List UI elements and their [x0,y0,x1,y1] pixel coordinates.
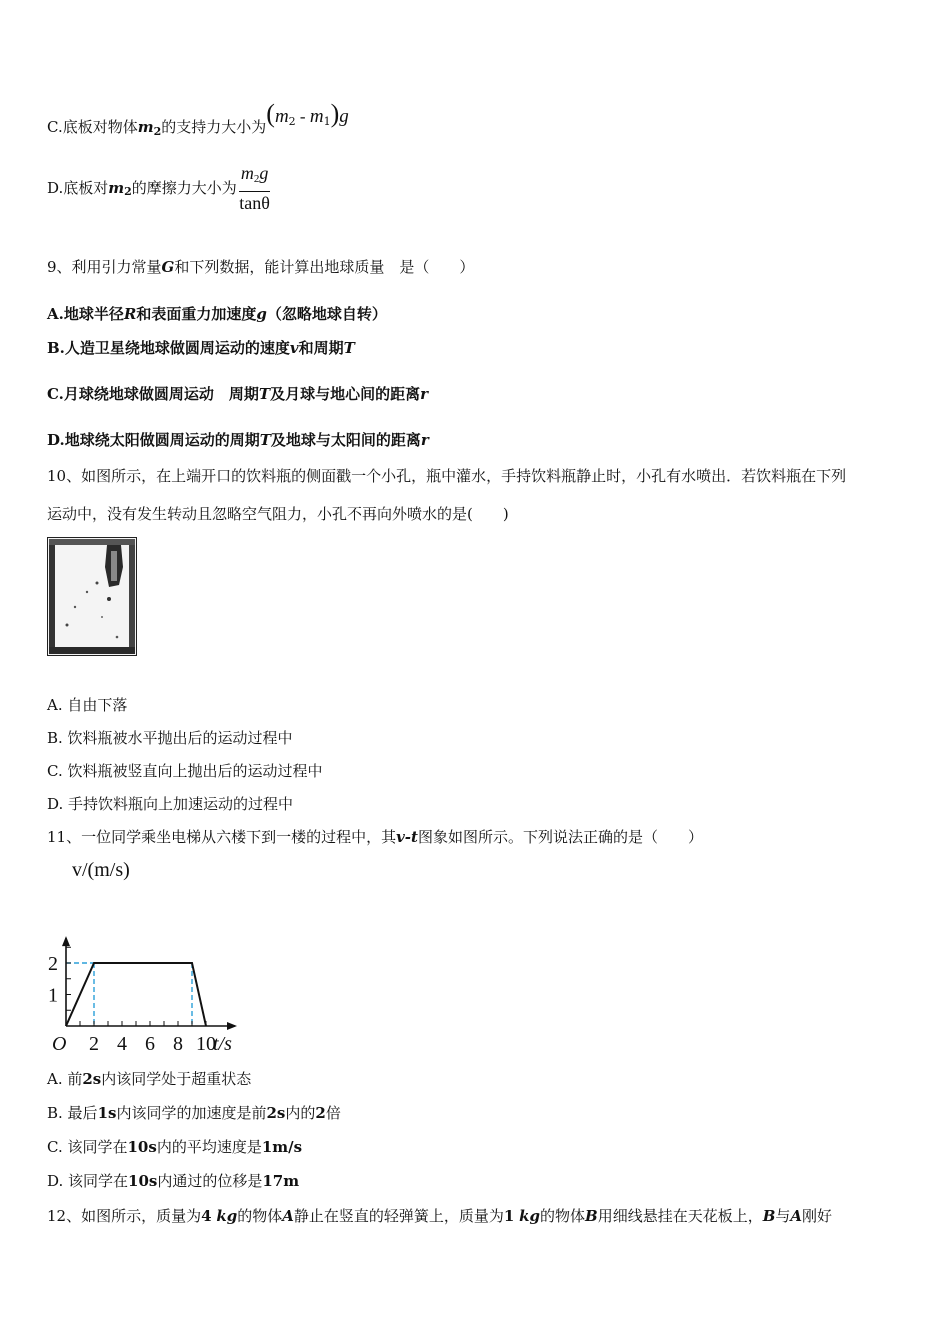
q8-option-d [47,162,270,214]
x-tick-label: 6 [145,1033,155,1055]
formula-paren-close: ) [330,99,340,128]
q9-opt-c-t: T [258,385,271,403]
origin-label: O [52,1033,67,1055]
numerator-m: m [240,163,254,183]
q12-stem-a: 12、如图所示，质量为 [47,1207,202,1225]
q11-stem-vt: v-t [396,828,418,846]
q11-opt-a-a: A. 前 [47,1070,83,1088]
q10-option-d: D. 手持饮料瓶向上加速运动的过程中 [47,795,294,813]
q10-stem-line2: 运动中，没有发生转动且忽略空气阻力，小孔不再向外喷水的是( ) [47,505,509,523]
q9-opt-c-a: C.月球绕地球做圆周运动 周期 [47,385,259,403]
q11-stem-a: 11、一位同学乘坐电梯从六楼下到一楼的过程中，其 [47,828,397,846]
q11-opt-b-g: 倍 [325,1104,341,1122]
x-axis-arrow [227,1022,237,1030]
q9-opt-d-a: D.地球绕太阳做圆周运动的周期 [47,431,260,449]
formula-m2: m [274,106,289,127]
q9-option-d [47,430,429,450]
x-tick-label: 10 [196,1033,216,1055]
bottle-photo [47,537,137,656]
q10-option-c: C. 饮料瓶被竖直向上抛出后的运动过程中 [47,762,323,780]
q12-stem-c: 静止在竖直的轻弹簧上，质量为 [293,1207,504,1225]
q8-option-d-sub: 2 [124,185,132,198]
q9-opt-c-b: 及月球与地心间的距离 [270,385,421,403]
x-tick-label: 8 [173,1033,183,1055]
q11-option-c [47,1137,302,1157]
y-tick-label: 1 [48,984,58,1007]
q9-opt-c-r: r [420,385,428,403]
q12-stem [47,1206,832,1226]
q9-opt-d-t: T [259,431,271,449]
numerator-g: g [259,163,269,183]
q11-option-b [47,1103,341,1123]
q11-opt-c-d: 1m/s [261,1138,303,1156]
q9-opt-a-r: R [123,305,137,323]
q9-stem-a: 9、利用引力常量 [47,258,162,276]
q11-opt-d-d: 17m [262,1172,300,1190]
q11-opt-d-b: 10s [128,1172,158,1190]
y-tick-label: 2 [48,953,58,975]
q8-option-d-var: m [108,179,125,197]
q12-stem-b: 的物体 [237,1207,283,1225]
formula-m1: m [309,106,324,127]
q12-stem-B: B [585,1207,598,1225]
q9-opt-a-b: 和表面重力加速度 [136,305,257,323]
q10-option-b: B. 饮料瓶被水平抛出后的运动过程中 [47,729,293,747]
y-axis-label: v/(m/s) [72,859,130,881]
fraction-numerator [239,162,271,192]
q9-opt-b-b: 和周期 [298,339,344,357]
q9-opt-a-g: g [256,305,267,323]
q11-opt-b-d: 2s [266,1104,286,1122]
q11-opt-b-b: 1s [97,1104,117,1122]
q9-stem-b: 和下列数据，能计算出地球质量 是（ ） [174,258,475,276]
q12-stem-kg1: kg [216,1207,238,1225]
q11-opt-c-b: 10s [127,1138,157,1156]
q11-option-d [47,1171,299,1191]
q12-stem-g: 刚好 [802,1207,833,1225]
q9-opt-a-a: A.地球半径 [47,305,124,323]
q11-opt-c-c: 内的平均速度是 [156,1138,262,1156]
q9-opt-b-t: T [343,339,355,357]
q12-stem-f: 与 [775,1207,791,1225]
q11-opt-d-c: 内通过的位移是 [157,1172,263,1190]
q8-option-d-text: D.底板对 [47,179,109,197]
q9-option-a [47,304,387,324]
q11-opt-b-e: 内的 [285,1104,316,1122]
q9-stem-g: G [161,258,175,276]
y-axis-arrow [62,936,70,946]
formula-g: g [339,106,349,127]
formula-minus: - [295,107,310,126]
x-tick-label: 2 [89,1033,99,1055]
q12-stem-A2: A [790,1207,803,1225]
q11-opt-a-b: 2s [82,1070,102,1088]
q8-option-c-formula [266,99,349,128]
q12-stem-kg2: kg [519,1207,540,1225]
q11-opt-a-c: 内该同学处于超重状态 [101,1070,252,1088]
q11-opt-c-a: C. 该同学在 [47,1138,128,1156]
q11-stem [47,827,703,847]
q11-stem-b: 图象如图所示。下列说法正确的是（ ） [417,828,703,846]
numerator-sub: 2 [253,173,260,185]
q12-stem-A: A [282,1207,294,1225]
q9-option-b [47,338,355,358]
q8-option-c-sub: 2 [153,125,162,138]
q9-opt-b-v: v [289,339,299,357]
q11-option-a [47,1069,251,1089]
q12-stem-B2: B [762,1207,776,1225]
q10-stem-line1: 10、如图所示，在上端开口的饮料瓶的侧面戳一个小孔，瓶中灌水，手持饮料瓶静止时，小孔有水喷出．若饮料瓶在下列 [47,467,847,485]
q11-opt-b-f: 2 [315,1104,326,1122]
formula-m2-sub: 2 [288,115,296,128]
q9-opt-d-b: 及地球与太阳间的距离 [270,431,421,449]
q8-option-d-fraction [239,162,271,214]
q9-opt-b-a: B.人造卫星绕地球做圆周运动的速度 [47,339,290,357]
q11-opt-d-a: D. 该同学在 [47,1172,129,1190]
q12-stem-d: 的物体 [539,1207,585,1225]
q8-option-c-text: C.底板对物体 [47,118,138,136]
x-tick-label: 4 [117,1033,127,1055]
q11-opt-b-a: B. 最后 [47,1104,98,1122]
fraction-denominator: tanθ [239,193,270,213]
q9-option-c [47,384,428,404]
x-axis-label: t/s [213,1033,232,1055]
q9-opt-a-c: （忽略地球自转） [266,305,387,323]
q8-option-c [47,99,349,142]
q8-option-d-tail: 的摩擦力大小为 [131,179,237,197]
formula-paren-open: ( [266,99,275,128]
q9-stem [47,257,474,277]
q9-opt-d-r: r [420,431,429,449]
formula-m1-sub: 1 [323,115,331,128]
q12-stem-e: 用细线悬挂在天花板上， [597,1207,763,1225]
q10-option-a: A. 自由下落 [47,696,128,714]
velocity-line [66,963,206,1026]
q12-stem-4: 4 [201,1207,212,1225]
q11-opt-b-c: 内该同学的加速度是前 [116,1104,267,1122]
q8-option-c-tail: 的支持力大小为 [161,118,267,136]
q8-option-c-var: m [137,118,154,136]
vt-chart [42,852,402,1057]
q12-stem-1: 1 [503,1207,515,1225]
